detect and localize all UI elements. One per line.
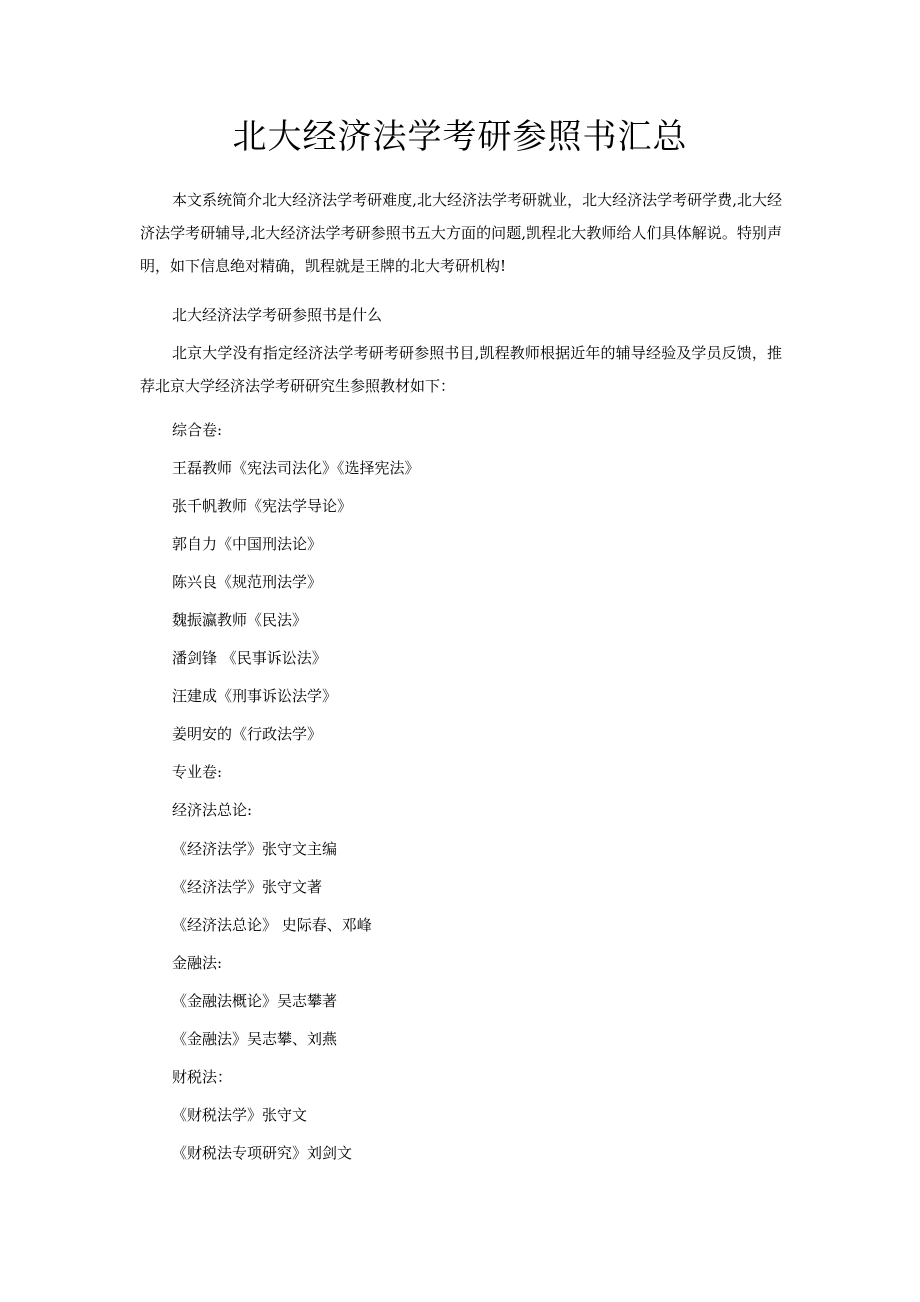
tax-book-item: 《财税法学》张守文 bbox=[172, 1106, 308, 1124]
finance-heading: 金融法: bbox=[172, 954, 223, 972]
economic-law-book-item: 《经济法学》张守文主编 bbox=[172, 840, 338, 858]
general-book-item: 魏振瀛教师《民法》 bbox=[172, 611, 308, 629]
intro-paragraph: 本文系统简介北大经济法学考研难度,北大经济法学考研就业，北大经济法学考研学费,北大经济法学考研辅导,北大经济法学考研参照书五大方面的问题,凯程北大教师给人们具体解说。特别声明，如下信息绝对精确，凯程就是王牌的北大考研机构! bbox=[140, 191, 782, 275]
general-book-item: 姜明安的《行政法学》 bbox=[172, 725, 323, 743]
tax-heading: 财税法： bbox=[172, 1068, 233, 1086]
general-book-item: 王磊教师《宪法司法化》《选择宪法》 bbox=[172, 459, 420, 477]
general-book-item: 陈兴良《规范刑法学》 bbox=[172, 573, 323, 591]
economic-law-heading: 经济法总论: bbox=[172, 801, 253, 819]
finance-book-item: 《金融法》吴志攀、刘燕 bbox=[172, 1030, 338, 1048]
question-line: 北大经济法学考研参照书是什么 bbox=[172, 306, 383, 324]
document-title: 北大经济法学考研参照书汇总 bbox=[232, 117, 688, 157]
tax-book-item: 《财税法专项研究》刘剑文 bbox=[172, 1144, 353, 1162]
general-book-item: 汪建成《刑事诉讼法学》 bbox=[172, 687, 338, 705]
economic-law-book-item: 《经济法学》张守文著 bbox=[172, 878, 323, 896]
economic-law-book-item: 《经济法总论》 史际春、邓峰 bbox=[172, 916, 372, 934]
finance-book-item: 《金融法概论》吴志攀著 bbox=[172, 992, 338, 1010]
major-section-heading: 专业卷: bbox=[172, 763, 223, 781]
general-book-item: 郭自力《中国刑法论》 bbox=[172, 535, 323, 553]
recommendation-paragraph: 北京大学没有指定经济法学考研考研参照书目,凯程教师根据近年的辅导经验及学员反馈，推荐北京大学经济法学考研研究生参照教材如下： bbox=[140, 344, 782, 395]
general-book-item: 潘剑锋 《民事诉讼法》 bbox=[172, 649, 327, 667]
general-section-heading: 综合卷: bbox=[172, 421, 223, 439]
general-book-item: 张千帆教师《宪法学导论》 bbox=[172, 497, 353, 515]
